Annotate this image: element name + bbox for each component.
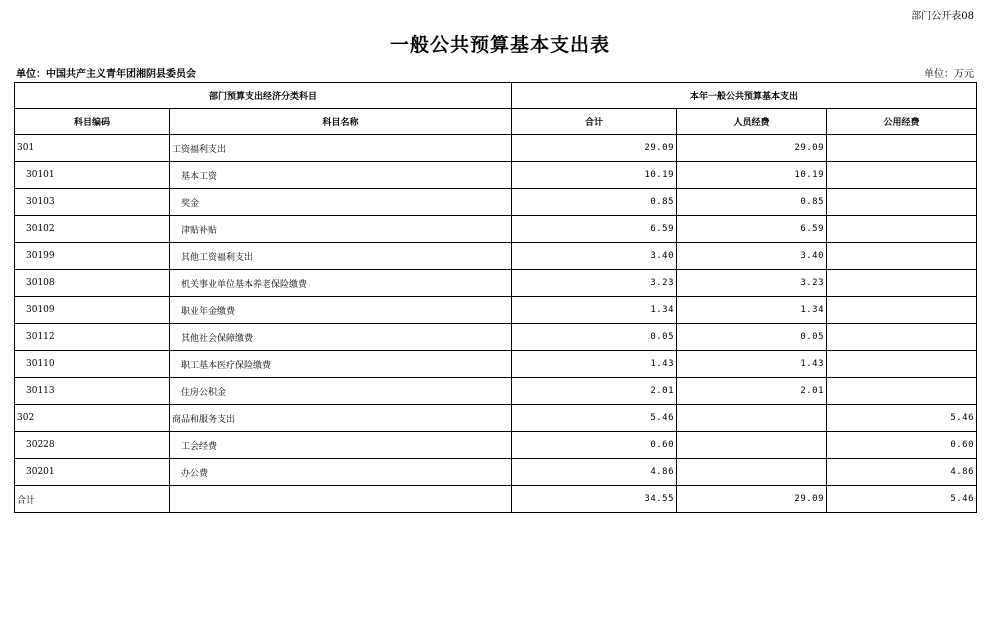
table-row [15, 162, 977, 189]
row-code: 30113 [15, 378, 170, 405]
row-personnel: 2.01 [677, 378, 827, 405]
table-row [15, 459, 977, 486]
row-total: 6.59 [512, 216, 677, 243]
row-name: 其他工资福利支出 [170, 243, 512, 270]
row-total: 2.01 [512, 378, 677, 405]
row-personnel: 29.09 [677, 135, 827, 162]
row-code: 302 [15, 405, 170, 432]
table-row [15, 405, 977, 432]
row-personnel: 0.05 [677, 324, 827, 351]
column-header-row [15, 109, 977, 135]
row-total: 3.23 [512, 270, 677, 297]
row-total: 0.05 [512, 324, 677, 351]
row-total: 1.34 [512, 297, 677, 324]
table-row [15, 378, 977, 405]
unit-organization: 单位：中国共产主义青年团湘阴县委员会 [16, 69, 196, 80]
row-personnel [677, 432, 827, 459]
row-public: 5.46 [827, 405, 977, 432]
row-personnel: 6.59 [677, 216, 827, 243]
row-code: 30101 [15, 162, 170, 189]
row-personnel: 1.43 [677, 351, 827, 378]
row-public [827, 351, 977, 378]
row-personnel: 3.23 [677, 270, 827, 297]
table-row [15, 270, 977, 297]
table-row [15, 243, 977, 270]
row-code: 30199 [15, 243, 170, 270]
row-personnel: 3.40 [677, 243, 827, 270]
total-row-total: 34.55 [512, 486, 677, 513]
row-total: 10.19 [512, 162, 677, 189]
row-name: 职工基本医疗保险缴费 [170, 351, 512, 378]
row-personnel: 10.19 [677, 162, 827, 189]
row-code: 30102 [15, 216, 170, 243]
total-row [15, 486, 977, 513]
total-row-label: 合计 [15, 486, 170, 513]
table-row [15, 324, 977, 351]
row-public [827, 324, 977, 351]
row-personnel [677, 405, 827, 432]
column-header-total: 合计 [512, 109, 677, 135]
row-public [827, 270, 977, 297]
row-total: 4.86 [512, 459, 677, 486]
row-public [827, 378, 977, 405]
row-total: 3.40 [512, 243, 677, 270]
group-header-basic-expenditure: 本年一般公共预算基本支出 [512, 83, 977, 109]
row-code: 301 [15, 135, 170, 162]
row-public: 0.60 [827, 432, 977, 459]
row-public [827, 297, 977, 324]
row-personnel [677, 459, 827, 486]
table-row [15, 297, 977, 324]
row-code: 30201 [15, 459, 170, 486]
budget-table [14, 82, 977, 513]
table-body [15, 135, 977, 513]
table-row [15, 189, 977, 216]
row-public [827, 162, 977, 189]
column-header-personnel: 人员经费 [677, 109, 827, 135]
group-header-classification: 部门预算支出经济分类科目 [15, 83, 512, 109]
row-code: 30228 [15, 432, 170, 459]
total-row-public: 5.46 [827, 486, 977, 513]
row-name: 职业年金缴费 [170, 297, 512, 324]
row-name: 基本工资 [170, 162, 512, 189]
row-total: 0.85 [512, 189, 677, 216]
row-code: 30109 [15, 297, 170, 324]
table-row [15, 216, 977, 243]
row-code: 30112 [15, 324, 170, 351]
row-total: 0.60 [512, 432, 677, 459]
row-personnel: 1.34 [677, 297, 827, 324]
row-name: 工会经费 [170, 432, 512, 459]
row-public [827, 243, 977, 270]
row-name: 津贴补贴 [170, 216, 512, 243]
row-name: 机关事业单位基本养老保险缴费 [170, 270, 512, 297]
row-total: 5.46 [512, 405, 677, 432]
total-row-name [170, 486, 512, 513]
row-total: 1.43 [512, 351, 677, 378]
group-header-row [15, 83, 977, 109]
table-row [15, 432, 977, 459]
table-row [15, 351, 977, 378]
row-name: 其他社会保障缴费 [170, 324, 512, 351]
row-public: 4.86 [827, 459, 977, 486]
row-code: 30103 [15, 189, 170, 216]
row-public [827, 135, 977, 162]
column-header-public: 公用经费 [827, 109, 977, 135]
total-row-personnel: 29.09 [677, 486, 827, 513]
row-name: 工资福利支出 [170, 135, 512, 162]
row-public [827, 216, 977, 243]
column-header-name: 科目名称 [170, 109, 512, 135]
form-code: 部门公开表08 [911, 11, 974, 22]
page-title: 一般公共预算基本支出表 [389, 34, 610, 56]
row-personnel: 0.85 [677, 189, 827, 216]
table-row [15, 135, 977, 162]
row-name: 奖金 [170, 189, 512, 216]
unit-money: 单位：万元 [924, 69, 974, 80]
row-public [827, 189, 977, 216]
column-header-code: 科目编码 [15, 109, 170, 135]
row-code: 30110 [15, 351, 170, 378]
row-total: 29.09 [512, 135, 677, 162]
row-name: 办公费 [170, 459, 512, 486]
row-name: 商品和服务支出 [170, 405, 512, 432]
row-code: 30108 [15, 270, 170, 297]
row-name: 住房公积金 [170, 378, 512, 405]
